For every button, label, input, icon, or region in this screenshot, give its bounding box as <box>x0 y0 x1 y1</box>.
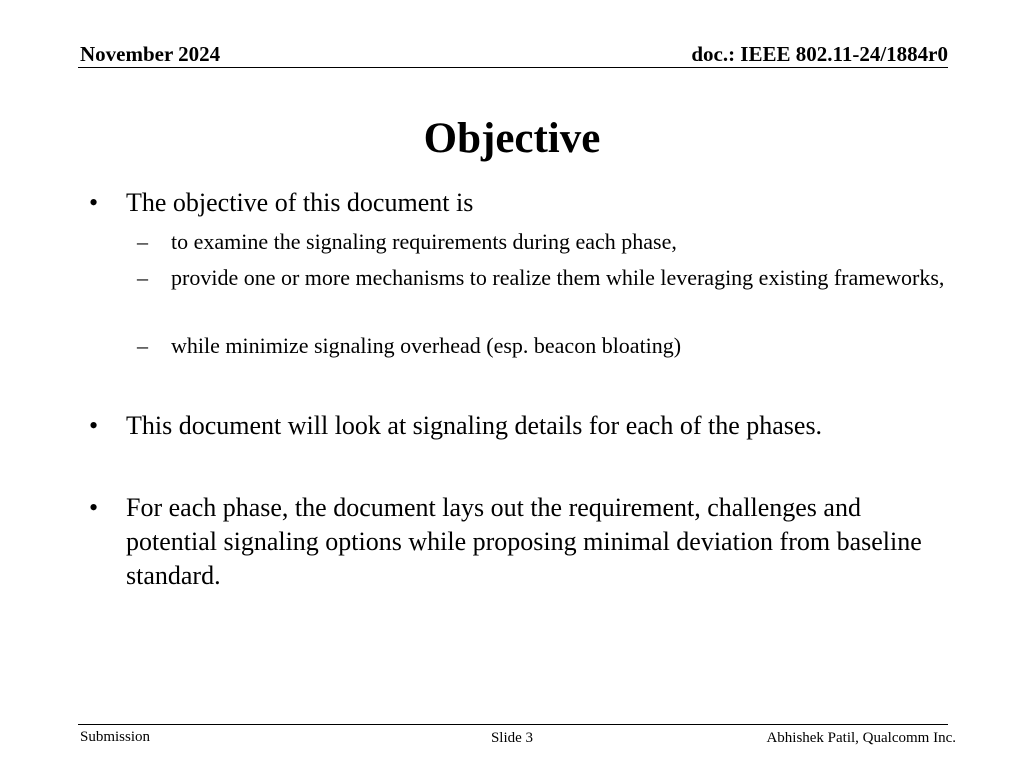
sub-bullet-text: provide one or more mechanisms to realize them while leveraging existing frameworks, <box>171 265 945 290</box>
bullet-text: This document will look at signaling details for each of the phases. <box>126 411 823 440</box>
bullet-text: The objective of this document is <box>126 188 474 217</box>
header-divider <box>78 67 948 68</box>
header-date: November 2024 <box>80 42 221 66</box>
footer-divider <box>78 724 948 725</box>
bullet-marker: • <box>89 188 99 217</box>
footer-author: Abhishek Patil, Qualcomm Inc. <box>766 730 956 746</box>
sub-bullet-text: to examine the signaling requirements during each phase, <box>171 229 677 254</box>
sub-bullet-marker: – <box>137 229 148 254</box>
bullet-text: For each phase, the document lays out the requirement, challenges and potential signaling options while proposing minimal deviation from baseline standard. <box>126 493 922 590</box>
slide-title: Objective <box>423 115 601 162</box>
footer-submission: Submission <box>80 729 151 745</box>
footer-slide-number: Slide 3 <box>490 730 534 746</box>
sub-bullet-marker: – <box>137 333 148 358</box>
header-doc-id: doc.: IEEE 802.11-24/1884r0 <box>691 42 948 66</box>
sub-bullet-text: while minimize signaling overhead (esp. beacon bloating) <box>171 333 682 358</box>
bullet-marker: • <box>89 411 99 440</box>
sub-bullet-marker: – <box>137 265 148 290</box>
bullet-marker: • <box>89 493 99 522</box>
